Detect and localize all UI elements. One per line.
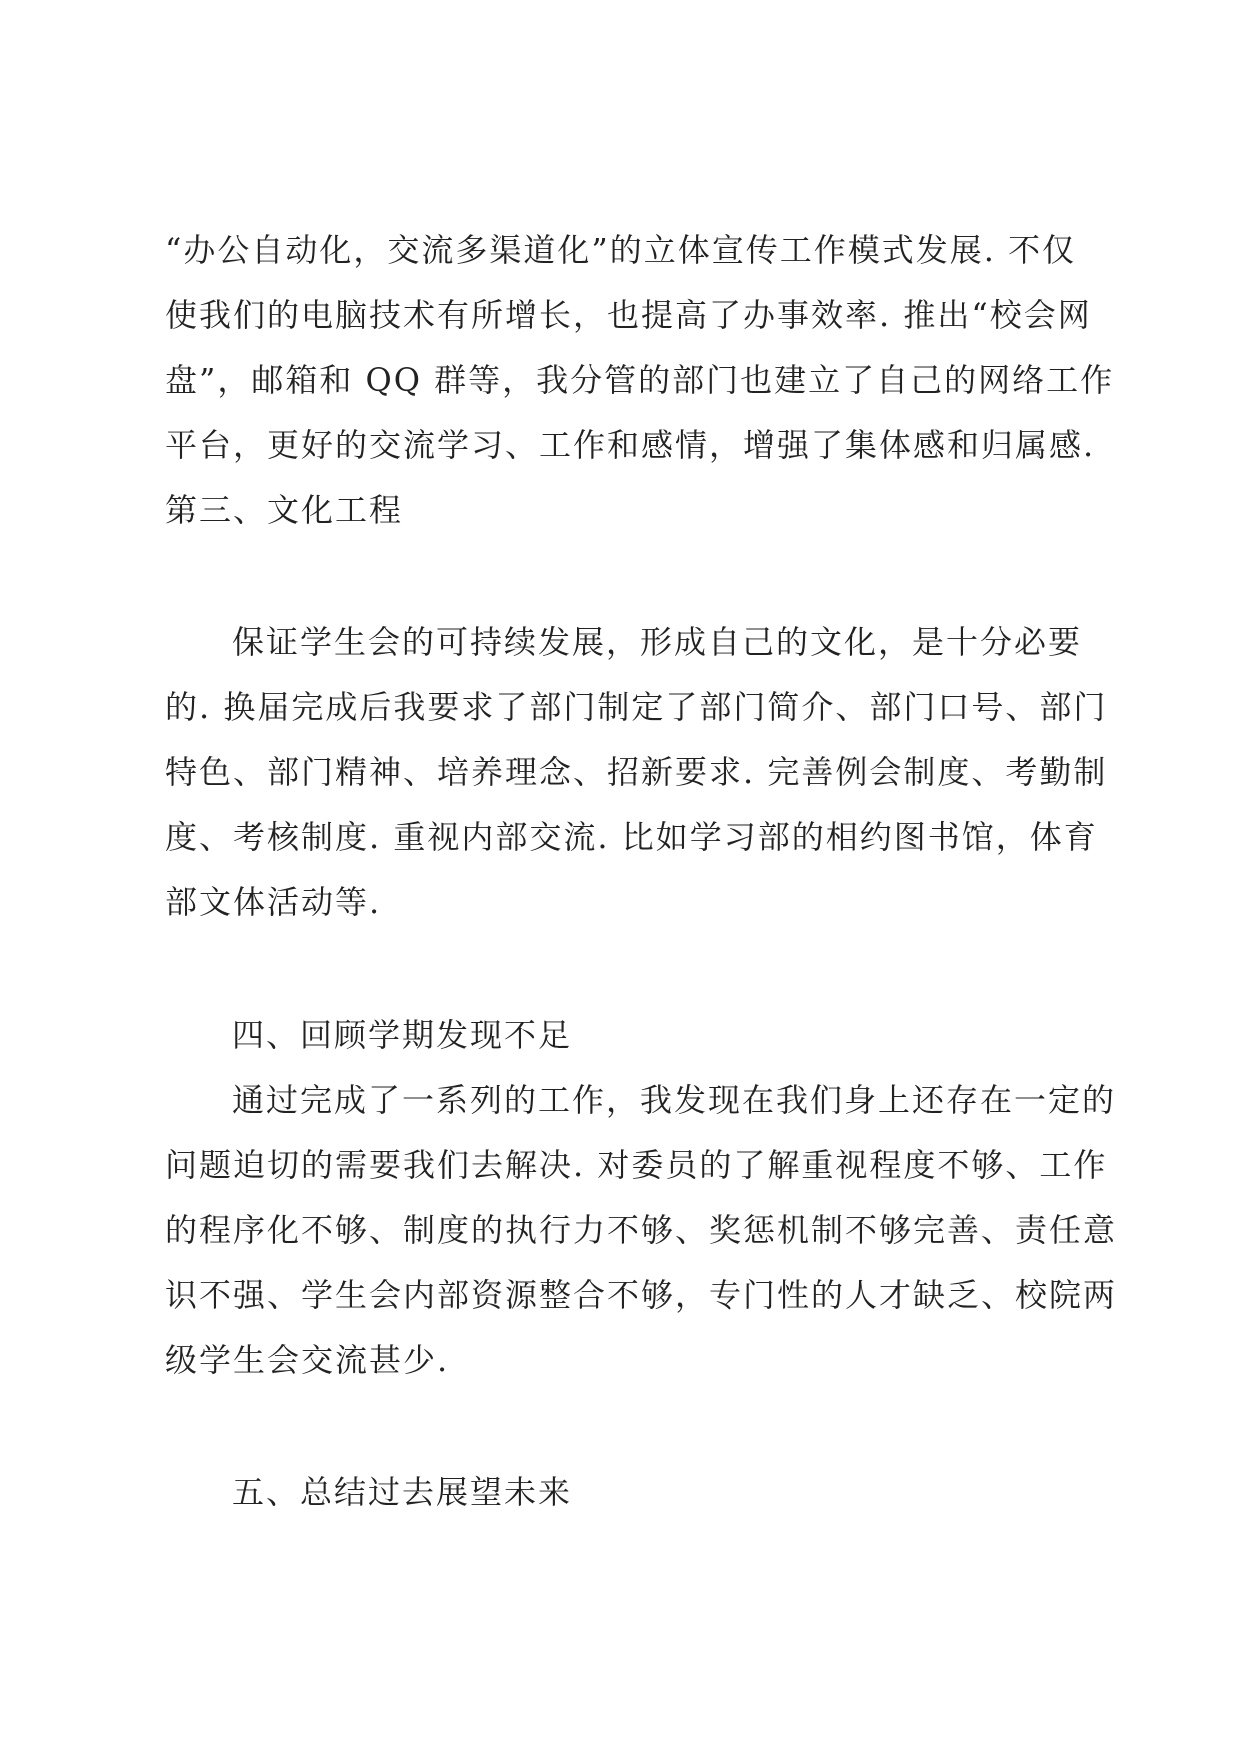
text-line: 保证学生会的可持续发展，形成自己的文化，是十分必要 xyxy=(232,623,1083,661)
text-line: 使我们的电脑技术有所增长，也提高了办事效率. 推出“校会网 xyxy=(165,296,1092,334)
text-line: 盘”，邮箱和 QQ 群等，我分管的部门也建立了自己的网络工作 xyxy=(165,361,1115,399)
text-line: 级学生会交流甚少. xyxy=(165,1341,450,1379)
text-line: 度、考核制度. 重视内部交流. 比如学习部的相约图书馆，体育 xyxy=(165,818,1098,856)
text-line: 的程序化不够、制度的执行力不够、奖惩机制不够完善、责任意 xyxy=(165,1211,1118,1249)
text-line: 问题迫切的需要我们去解决. 对委员的了解重视程度不够、工作 xyxy=(165,1146,1108,1184)
text-line: 特色、部门精神、培养理念、招新要求. 完善例会制度、考勤制 xyxy=(165,753,1108,791)
section-heading: 第三、文化工程 xyxy=(165,491,404,529)
text-line: 识不强、学生会内部资源整合不够，专门性的人才缺乏、校院两 xyxy=(165,1276,1118,1314)
section-heading: 五、总结过去展望未来 xyxy=(232,1473,573,1511)
text-line: 通过完成了一系列的工作，我发现在我们身上还存在一定的 xyxy=(232,1081,1117,1119)
section-heading: 四、回顾学期发现不足 xyxy=(232,1016,573,1054)
text-line: “办公自动化，交流多渠道化”的立体宣传工作模式发展. 不仅 xyxy=(165,231,1077,269)
text-line: 部文体活动等. xyxy=(165,883,382,921)
text-line: 的. 换届完成后我要求了部门制定了部门简介、部门口号、部门 xyxy=(165,688,1108,726)
text-line: 平台，更好的交流学习、工作和感情，增强了集体感和归属感. xyxy=(165,426,1096,464)
